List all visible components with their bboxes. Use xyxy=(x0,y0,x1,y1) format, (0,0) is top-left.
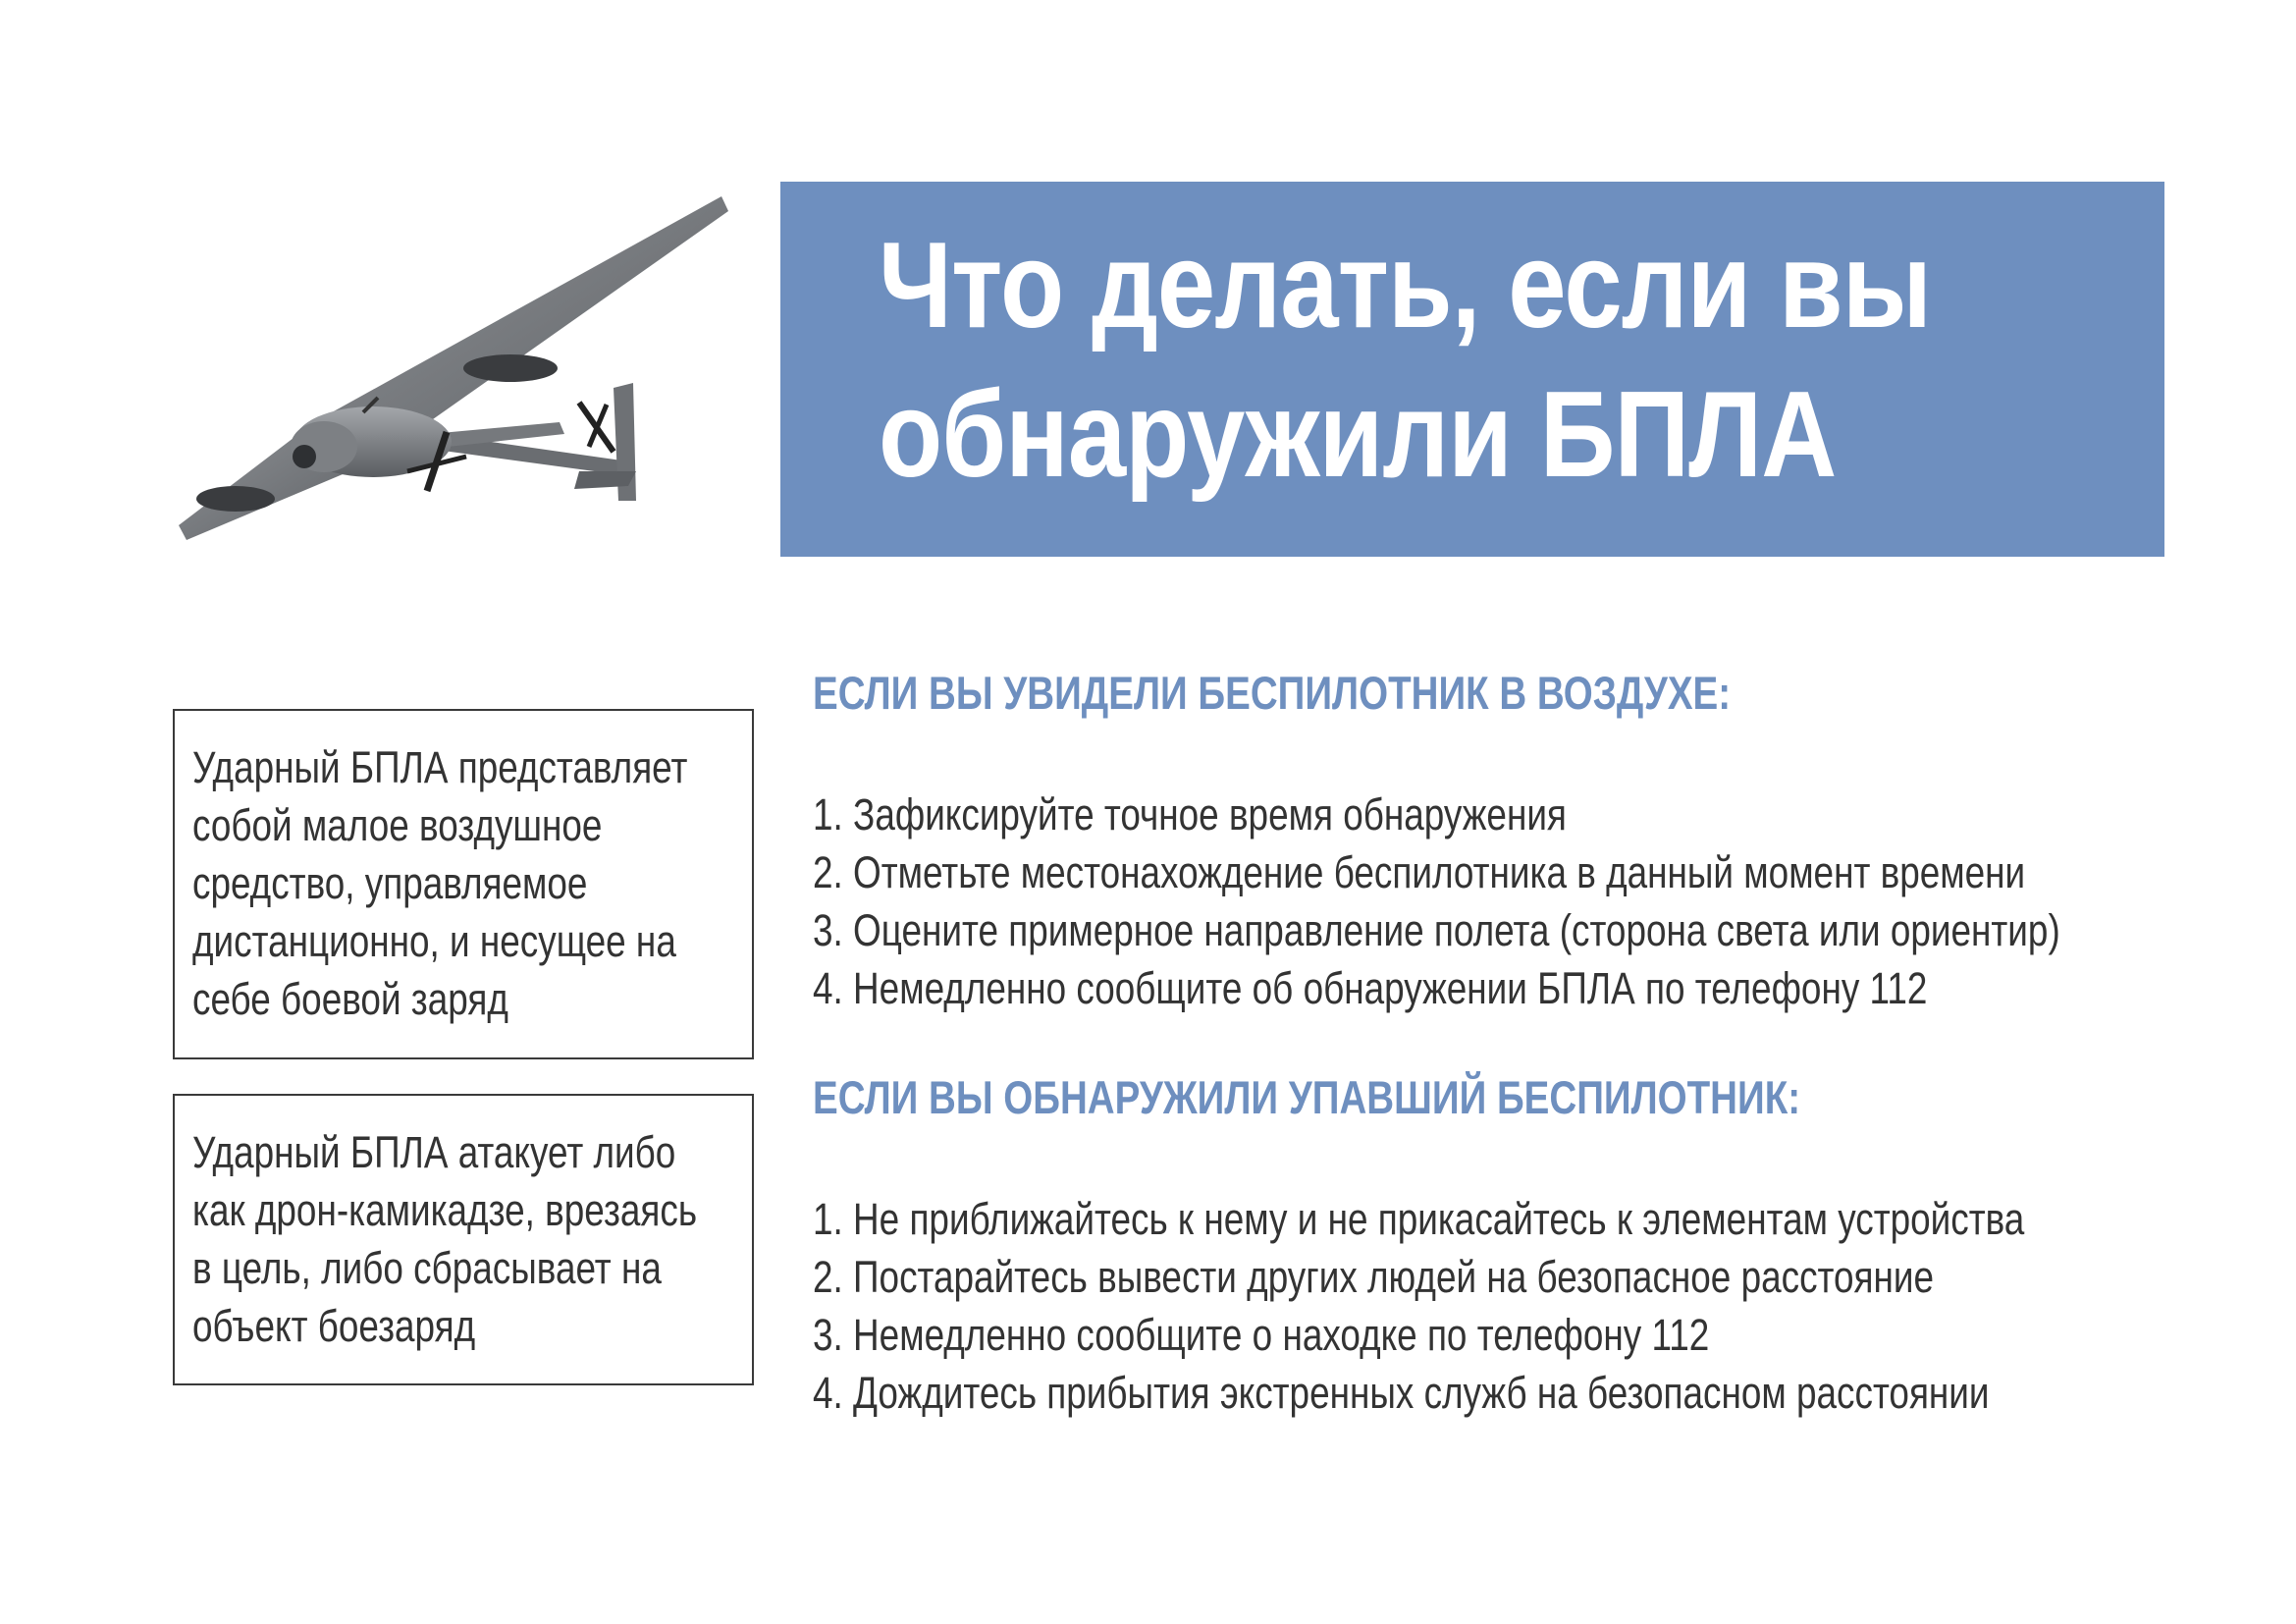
page-title-line-2: обнаружили БПЛА xyxy=(879,367,1837,503)
uav-drone-icon xyxy=(167,177,756,569)
step-item: 1. Не приближайтесь к нему и не прикасайтесь к элементам устройства xyxy=(813,1194,2025,1244)
engine-pod-right xyxy=(463,354,558,382)
info-line: собой малое воздушное xyxy=(192,800,603,850)
info-line: средство, управляемое xyxy=(192,858,588,908)
section-heading-in-air: ЕСЛИ ВЫ УВИДЕЛИ БЕСПИЛОТНИК В ВОЗДУХЕ: xyxy=(813,667,1732,719)
info-line: в цель, либо сбрасывает на xyxy=(192,1243,662,1293)
info-line: себе боевой заряд xyxy=(192,974,508,1024)
steps-list-fallen xyxy=(813,1190,2024,1422)
step-item: 3. Оцените примерное направление полета (сторона света или ориентир) xyxy=(813,905,2060,955)
engine-pod-left xyxy=(196,486,275,512)
section-heading-fallen: ЕСЛИ ВЫ ОБНАРУЖИЛИ УПАВШИЙ БЕСПИЛОТНИК: xyxy=(813,1071,1801,1123)
info-line: объект боезаряд xyxy=(192,1301,476,1351)
step-item: 1. Зафиксируйте точное время обнаружения xyxy=(813,789,1567,839)
info-box-attack xyxy=(173,1094,754,1385)
info-line: дистанционно, и несущее на xyxy=(192,916,676,966)
page-title-line-1: Что делать, если вы xyxy=(879,218,1932,353)
info-line: Ударный БПЛА представляет xyxy=(192,742,688,792)
title-banner xyxy=(780,182,2164,557)
info-line: как дрон-камикадзе, врезаясь xyxy=(192,1185,698,1235)
steps-list-in-air xyxy=(813,785,2060,1017)
info-box-definition xyxy=(173,709,754,1059)
camera xyxy=(293,445,316,468)
step-item: 4. Немедленно сообщите об обнаружении БПЛА по телефону 112 xyxy=(813,963,1928,1013)
step-item: 2. Отметьте местонахождение беспилотника в данный момент времени xyxy=(813,847,2026,897)
info-box-text xyxy=(192,738,688,1028)
info-line: Ударный БПЛА атакует либо xyxy=(192,1127,676,1177)
info-box-text xyxy=(192,1123,698,1355)
step-item: 4. Дождитесь прибытия экстренных служб на безопасном расстоянии xyxy=(813,1368,1990,1418)
step-item: 2. Постарайтесь вывести других людей на безопасное расстояние xyxy=(813,1252,1935,1302)
step-item: 3. Немедленно сообщите о находке по телефону 112 xyxy=(813,1310,1710,1360)
